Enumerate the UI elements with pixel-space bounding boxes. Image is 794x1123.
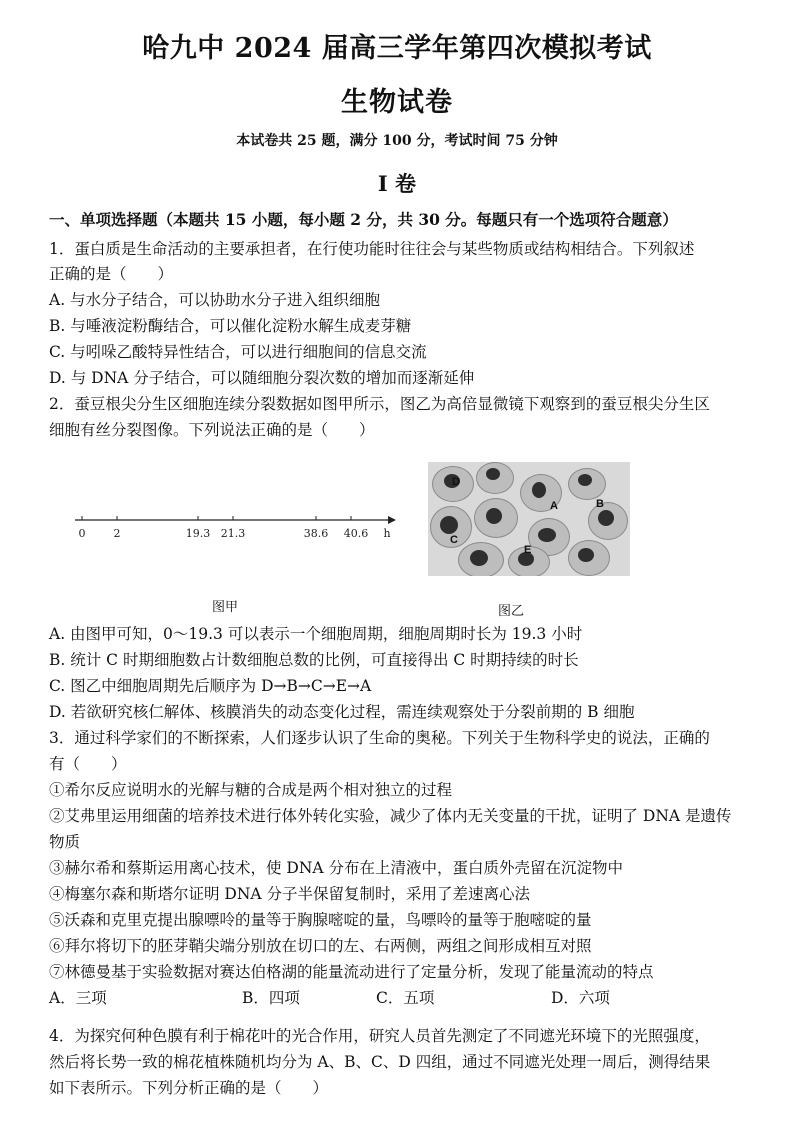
q1-stem-line1: 1．蛋白质是生命活动的主要承担者，在行使功能时往往会与某些物质或结构相结合。下列叙述: [49, 240, 695, 258]
tick-19-3: 19.3: [185, 527, 211, 540]
q1-option-b: B. 与唾液淀粉酶结合，可以催化淀粉水解生成麦芽糖: [49, 317, 412, 335]
q4-stem-line2: 然后将长势一致的棉花植株随机均分为 A、B、C、D 四组，通过不同遮光处理一周后，测得结果: [49, 1053, 711, 1071]
q3-statement-7: ⑦林德曼基于实验数据对赛达伯格湖的能量流动进行了定量分析，发现了能量流动的特点: [49, 963, 654, 981]
tick-0: 0: [78, 527, 86, 540]
q3-statement-5: ⑤沃森和克里克提出腺嘌呤的量等于胸腺嘧啶的量，鸟嘌呤的量等于胞嘧啶的量: [49, 911, 592, 929]
exam-info: 本试卷共 25 题，满分 100 分，考试时间 75 分钟: [236, 133, 558, 149]
q2-stem-line1: 2．蚕豆根尖分生区细胞连续分裂数据如图甲所示，图乙为高倍显微镜下观察到的蚕豆根尖分生区: [49, 395, 710, 413]
figure-a-caption: 图甲: [212, 600, 239, 615]
q4-stem-line3: 如下表所示。下列分析正确的是（ ）: [49, 1079, 329, 1097]
q3-statement-2b: 物质: [49, 833, 81, 851]
q3-option-b: B．四项: [242, 989, 300, 1007]
figure-b-micrograph: [428, 462, 630, 576]
figure-b-caption: 图乙: [498, 604, 525, 619]
cell-label-d: D: [452, 476, 460, 488]
tick-21-3: 21.3: [220, 527, 246, 540]
q1-option-d: D. 与 DNA 分子结合，可以随细胞分裂次数的增加而逐渐延伸: [49, 369, 475, 387]
q3-statement-1: ①希尔反应说明水的光解与糖的合成是两个相对独立的过程: [49, 781, 453, 799]
figure-a-timeline: [70, 508, 400, 548]
q3-statement-6: ⑥拜尔将切下的胚芽鞘尖端分别放在切口的左、右两侧，两组之间形成相互对照: [49, 937, 592, 955]
q3-stem-line2: 有（ ）: [49, 755, 127, 773]
q2-stem-line2: 细胞有丝分裂图像。下列说法正确的是（ ）: [49, 421, 375, 439]
cell-label-a: A: [550, 500, 558, 512]
cell-label-b: B: [596, 498, 604, 510]
exam-title: 哈九中 2024 届高三学年第四次模拟考试: [142, 33, 652, 64]
section-title: I 卷: [377, 171, 417, 196]
q3-statement-2a: ②艾弗里运用细菌的培养技术进行体外转化实验，减少了体内无关变量的干扰，证明了 DNA 是遗传: [49, 807, 732, 825]
q2-option-b: B. 统计 C 时期细胞数占计数细胞总数的比例，可直接得出 C 时期持续的时长: [49, 651, 579, 669]
part1-heading: 一、单项选择题（本题共 15 小题，每小题 2 分，共 30 分。每题只有一个选项符合题意）: [49, 210, 678, 229]
q2-option-d: D. 若欲研究核仁解体、核膜消失的动态变化过程，需连续观察处于分裂前期的 B 细胞: [49, 703, 635, 721]
cell-label-c: C: [450, 534, 458, 546]
q3-option-a: A．三项: [49, 989, 107, 1007]
q3-statement-4: ④梅塞尔森和斯塔尔证明 DNA 分子半保留复制时，采用了差速离心法: [49, 885, 531, 903]
q3-stem-line1: 3．通过科学家们的不断探索，人们逐步认识了生命的奥秘。下列关于生物科学史的说法，正确的: [49, 729, 710, 747]
axis-unit: h: [383, 527, 391, 540]
q1-option-c: C. 与吲哚乙酸特异性结合，可以进行细胞间的信息交流: [49, 343, 427, 361]
tick-2: 2: [113, 527, 121, 540]
q1-option-a: A. 与水分子结合，可以协助水分子进入组织细胞: [49, 291, 381, 309]
q3-option-c: C．五项: [376, 989, 435, 1007]
q2-option-a: A. 由图甲可知，0～19.3 可以表示一个细胞周期，细胞周期时长为 19.3 小时: [49, 625, 583, 643]
q1-stem-line2: 正确的是（ ）: [49, 265, 174, 283]
tick-40-6: 40.6: [343, 527, 369, 540]
q3-option-d: D．六项: [551, 989, 610, 1007]
q3-statement-3: ③赫尔希和蔡斯运用离心技术，使 DNA 分布在上清液中，蛋白质外壳留在沉淀物中: [49, 859, 624, 877]
cell-label-e: E: [524, 544, 532, 556]
q2-option-c: C. 图乙中细胞周期先后顺序为 D→B→C→E→A: [49, 677, 372, 695]
exam-subject: 生物试卷: [341, 87, 453, 118]
tick-38-6: 38.6: [303, 527, 329, 540]
q4-stem-line1: 4．为探究何种色膜有利于棉花叶的光合作用，研究人员首先测定了不同遮光环境下的光照强度，: [49, 1027, 710, 1045]
